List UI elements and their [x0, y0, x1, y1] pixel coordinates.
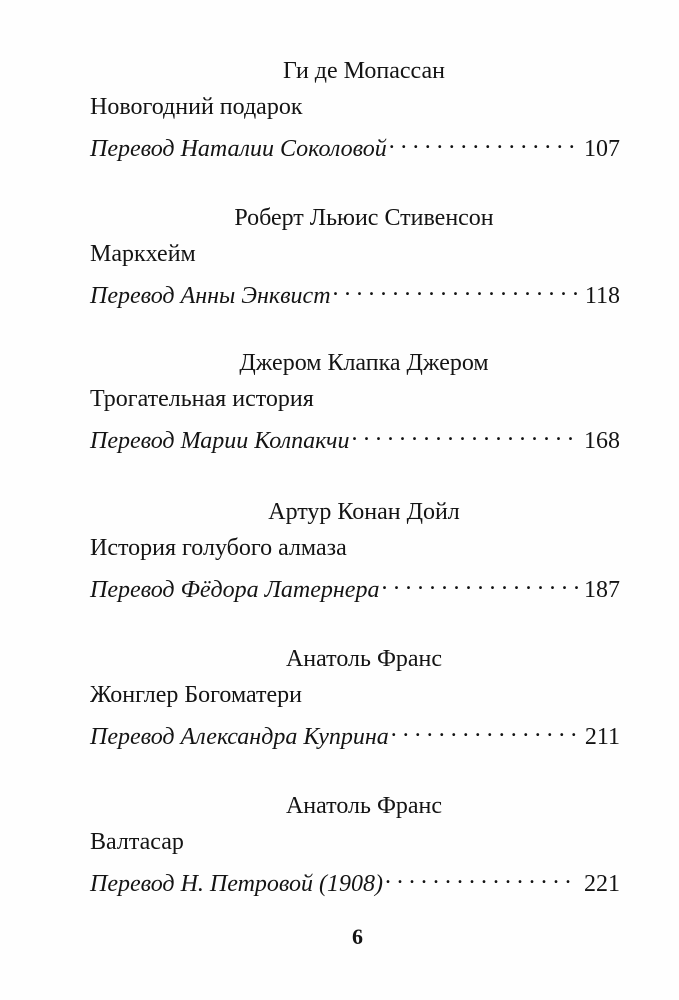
toc-entry [90, 348, 620, 454]
page-number: 211 [584, 724, 620, 750]
translator-line [90, 861, 620, 897]
toc-entry [90, 497, 620, 603]
dot-leader [389, 126, 578, 156]
dot-leader [381, 567, 578, 597]
story-title: Трогательная история [90, 386, 314, 412]
story-title: Маркхейм [90, 241, 196, 267]
page-folio: 6 [352, 924, 363, 949]
author-name: Ги де Мопассан [283, 58, 445, 84]
dot-leader [385, 861, 578, 891]
story-title: Новогодний подарок [90, 94, 303, 120]
toc-entry [90, 56, 620, 162]
translator-credit: Перевод Фёдора Латернера [90, 577, 380, 603]
translator-line [90, 714, 620, 750]
translator-credit: Перевод Александра Куприна [90, 724, 389, 750]
translator-credit: Перевод Н. Петровой (1908) [90, 871, 383, 897]
translator-line [90, 126, 620, 162]
translator-credit: Перевод Анны Энквист [90, 283, 331, 309]
toc-entry [90, 791, 620, 897]
translator-credit: Перевод Марии Колпакчи [90, 428, 350, 454]
author-name: Роберт Льюис Стивенсон [234, 205, 494, 231]
dot-leader [333, 273, 579, 303]
toc-entry [90, 644, 620, 750]
page-number: 187 [584, 577, 620, 603]
page-number: 107 [584, 136, 620, 162]
translator-line [90, 567, 620, 603]
author-name: Артур Конан Дойл [268, 499, 460, 525]
translator-line [90, 273, 620, 309]
toc-entry [90, 203, 620, 309]
dot-leader [351, 418, 578, 448]
translator-credit: Перевод Наталии Соколовой [90, 136, 387, 162]
author-name: Джером Клапка Джером [239, 350, 489, 376]
page-number: 221 [584, 871, 620, 897]
author-name: Анатоль Франс [285, 646, 443, 672]
story-title: История голубого алмаза [90, 535, 347, 561]
story-title: Валтасар [90, 829, 184, 855]
dot-leader [391, 714, 579, 744]
translator-line [90, 418, 620, 454]
page-number: 118 [584, 283, 620, 309]
author-name: Анатоль Франс [285, 793, 443, 819]
story-title: Жонглер Богоматери [90, 682, 302, 708]
page-number: 168 [584, 428, 620, 454]
